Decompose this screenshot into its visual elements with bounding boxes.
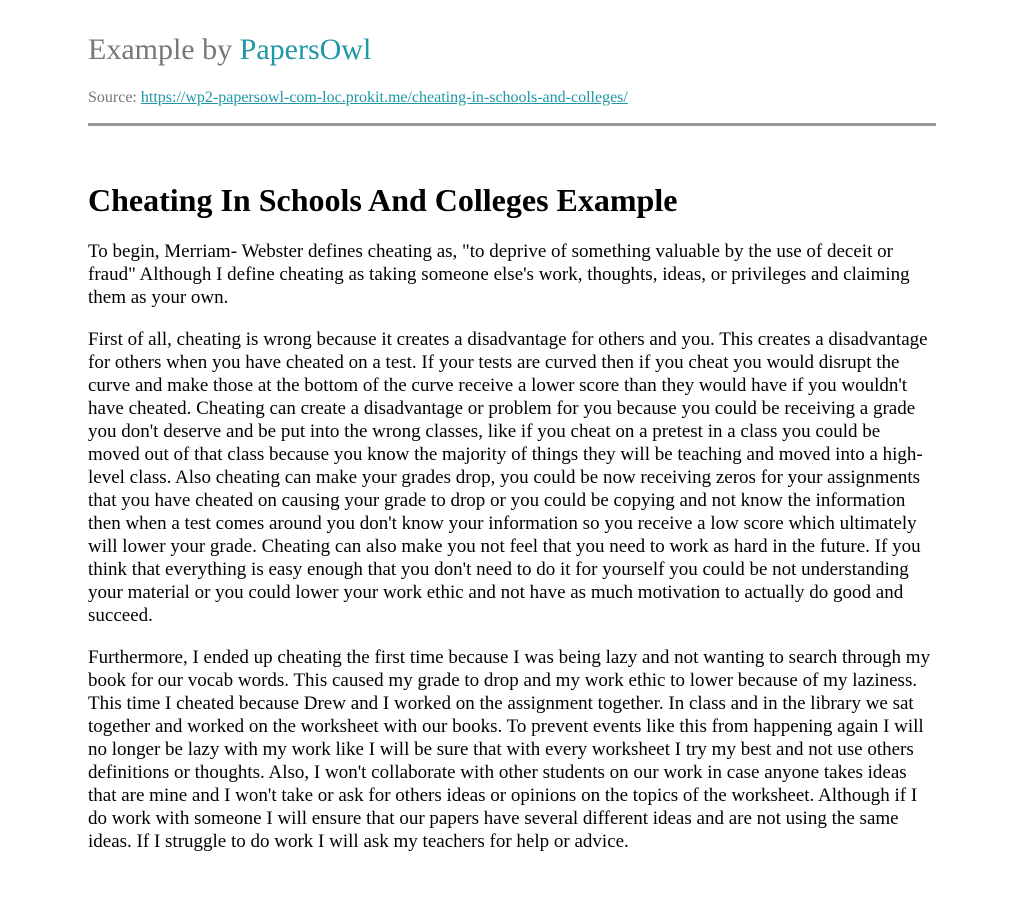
- page-title: Cheating In Schools And Colleges Example: [88, 182, 678, 218]
- source-link[interactable]: https://wp2-papersowl-com-loc.prokit.me/cheating-in-schools-and-colleges/: [140, 89, 628, 106]
- brand-header: [88, 30, 371, 70]
- brand-logo-text[interactable]: PapersOwl: [239, 33, 372, 66]
- paragraph-2: First of all, cheating is wrong because it creates a disadvantage for others and you. This creates a disadvantage for others when you have cheated on a test. If your tests are curved then if you cheat you would disrupt the curve and make those at the bottom of the curve receive a lower score than they would have if you wouldn't have cheated. Cheating can create a disadvantage or problem for you because you could be receiving a grade you don't deserve and be put into the wrong classes, like if you cheat on a pretest in a class you could be moved out of that class because you know the majority of things they will be teaching and moved into a high-level class. Also cheating can make your grades drop, you could be now receiving zeros for your assignments that you have cheated on causing your grade to drop or you could be copying and not know the information then when a test comes around you don't know your information so you receive a low score which ultimately will lower your grade. Cheating can also make you not feel that you need to work as hard in the future. If you think that everything is easy enough that you don't need to do it for yourself you could be not understanding your material or you could lower your work ethic and not have as much motivation to actually do good and succeed.: [88, 329, 928, 626]
- article-body: [88, 240, 936, 872]
- paragraph-3: Furthermore, I ended up cheating the first time because I was being lazy and not wanting to search through my book for our vocab words. This caused my grade to drop and my work ethic to lower because of my laziness. This time I cheated because Drew and I worked on the assignment together. In class and in the library we sat together and worked on the worksheet with our books. To prevent events like this from happening again I will no longer be lazy with my work like I will be sure that with every worksheet I try my best and not use others definitions or thoughts. Also, I won't collaborate with other students on our work in case anyone takes ideas that are mine and I won't take or ask for others ideas or opinions on the topics of the worksheet. Although if I do work with someone I will ensure that our papers have several different ideas and are not using the same ideas. If I struggle to do work I will ask my teachers for help or advice.: [88, 647, 931, 852]
- source-label: Source:: [88, 89, 141, 106]
- paragraph-1: To begin, Merriam- Webster defines cheating as, "to deprive of something valuable by the use of deceit or fraud" Although I define cheating as taking someone else's work, thoughts, ideas, or privileges and claiming them as your own.: [88, 241, 910, 308]
- header-divider: [88, 123, 936, 126]
- source-line: [88, 88, 628, 108]
- brand-prefix: Example by: [88, 33, 240, 66]
